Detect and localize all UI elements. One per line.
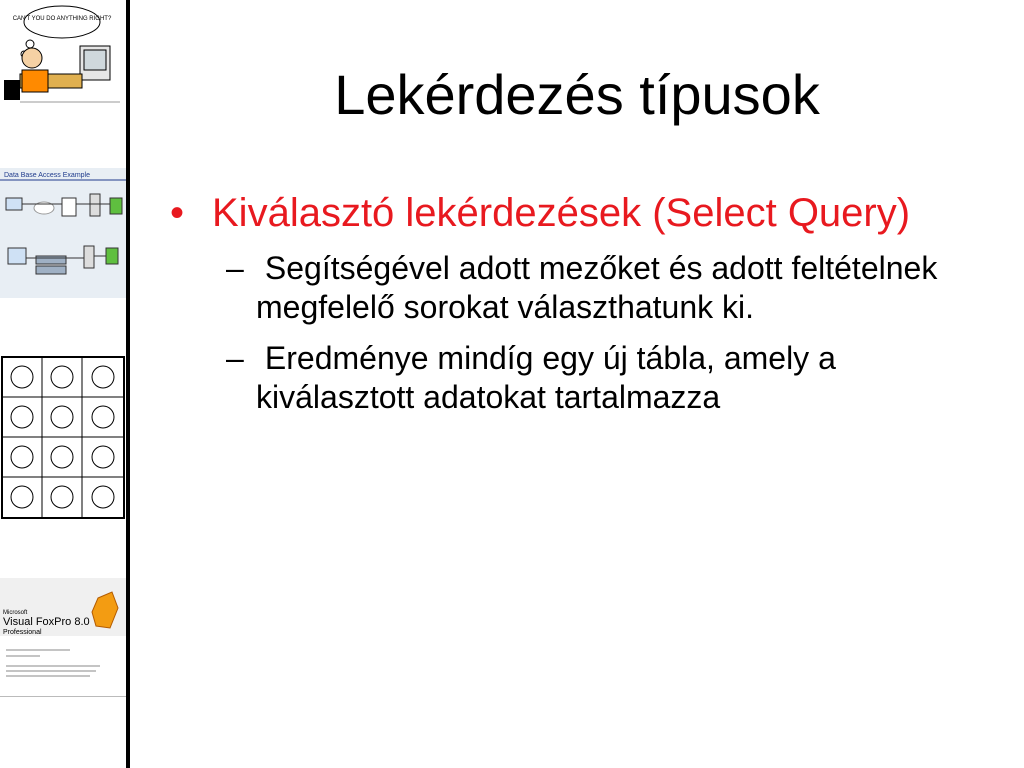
foxpro-vendor: Microsoft xyxy=(3,610,28,616)
slide-body xyxy=(170,190,990,417)
faces-grid-thumbnail xyxy=(0,355,126,520)
slide-title: Lekérdezés típusok xyxy=(334,63,820,126)
foxpro-splash-thumbnail xyxy=(0,578,126,697)
subbullet-item xyxy=(226,339,990,417)
diagram-title: Data Base Access Example xyxy=(4,172,90,179)
foxpro-product: Visual FoxPro 8.0 xyxy=(3,616,90,628)
bullet-item xyxy=(170,190,990,237)
subbullet-item xyxy=(226,249,990,327)
cartoon-caption: CAN'T YOU DO ANYTHING RIGHT? xyxy=(12,16,112,22)
bullet-text: Kiválasztó lekérdezések (Select Query) xyxy=(212,191,911,235)
slide-sidebar xyxy=(0,0,128,768)
bullet-marker: • xyxy=(170,191,185,235)
subbullet-marker: – xyxy=(226,250,244,286)
subbullet-text: Segítségével adott mezőket és adott feltételnek megfelelő sorokat választhatunk ki. xyxy=(256,250,947,325)
database-diagram-thumbnail xyxy=(0,168,126,298)
foxpro-edition: Professional xyxy=(3,629,42,636)
cartoon-thumbnail xyxy=(0,0,126,112)
subbullet-text: Eredménye mindíg egy új tábla, amely a kiválasztott adatokat tartalmazza xyxy=(256,340,845,415)
subbullet-marker: – xyxy=(226,340,244,376)
